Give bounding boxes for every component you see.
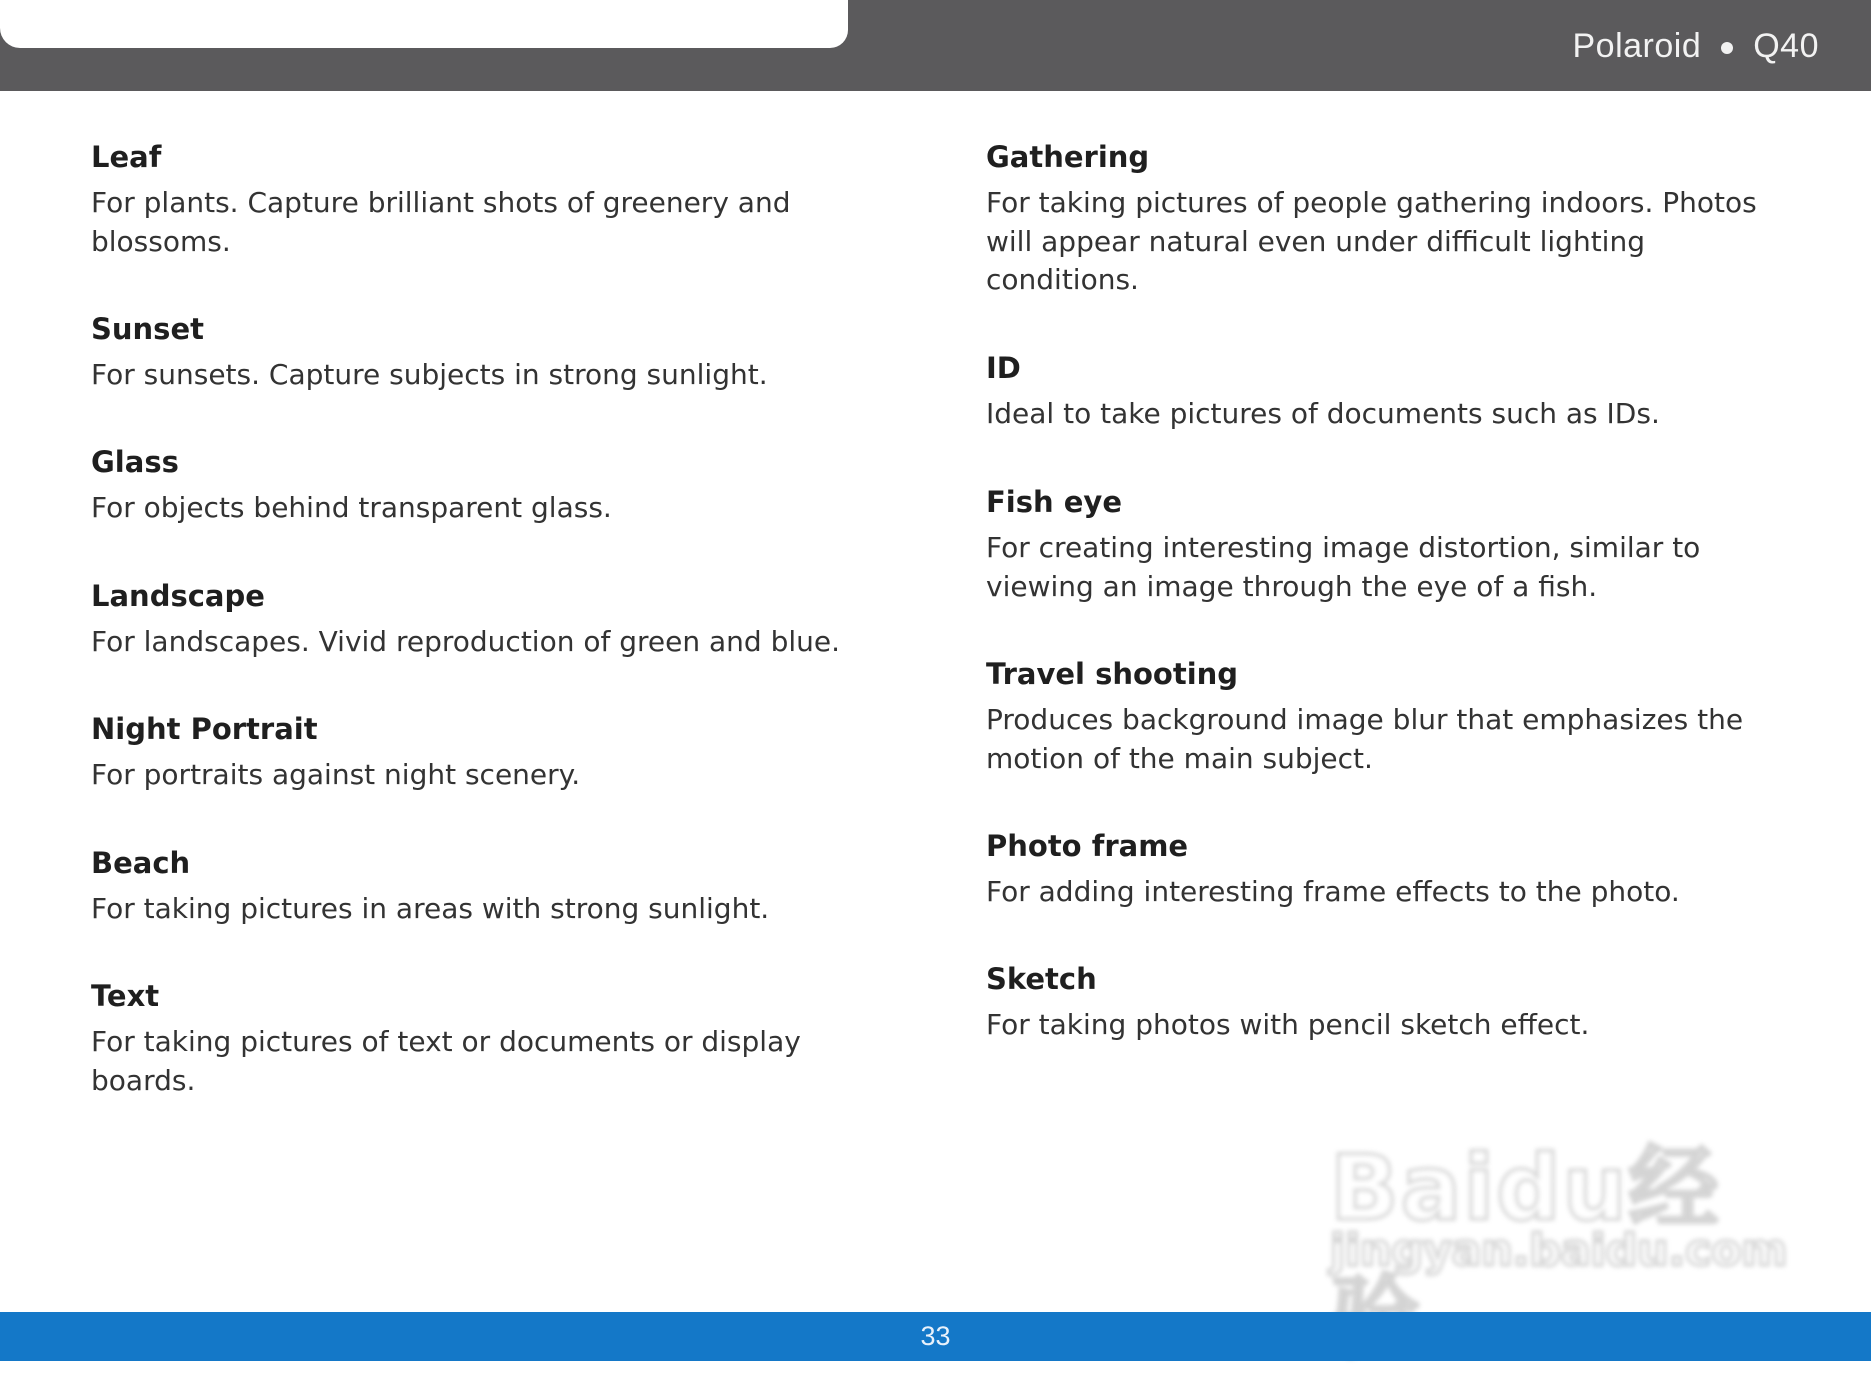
baidu-watermark — [1320, 1075, 1788, 1295]
page-number: 33 — [920, 1321, 951, 1351]
watermark-logo-text: Baidu经 — [1330, 1136, 1721, 1241]
mode-entry — [91, 310, 851, 443]
mode-description: For sunsets. Capture subjects in strong sunlight. — [91, 358, 768, 391]
header-tab-cutout — [0, 0, 848, 48]
mode-description: For taking pictures in areas with strong sunlight. — [91, 892, 770, 925]
mode-entry — [986, 960, 1776, 1045]
mode-entry — [986, 138, 1776, 349]
mode-title: Night Portrait — [91, 712, 318, 746]
mode-description: For landscapes. Vivid reproduction of green and blue. — [91, 625, 841, 658]
mode-description: Ideal to take pictures of documents such as IDs. — [986, 397, 1660, 430]
mode-title: Sunset — [91, 312, 204, 346]
mode-entry — [91, 710, 851, 844]
mode-title: ID — [986, 351, 1021, 385]
mode-title: Beach — [91, 846, 191, 880]
mode-description: For portraits against night scenery. — [91, 758, 581, 791]
mode-title: Landscape — [91, 579, 265, 613]
mode-description: For objects behind transparent glass. — [91, 491, 612, 524]
mode-title: Fish eye — [986, 485, 1122, 519]
mode-entry — [986, 655, 1776, 827]
header-brand — [1572, 22, 1819, 70]
mode-description: For creating interesting image distortion, similar to viewing an image through the eye of a fish. — [986, 531, 1701, 603]
mode-entry — [91, 977, 851, 1100]
mode-title: Glass — [91, 445, 179, 479]
mode-entry — [986, 483, 1776, 655]
mode-title: Gathering — [986, 140, 1150, 174]
mode-description: For plants. Capture brilliant shots of greenery and blossoms. — [91, 186, 791, 258]
mode-description: For taking pictures of text or documents or display boards. — [91, 1025, 801, 1097]
mode-title: Travel shooting — [986, 657, 1239, 691]
mode-description: For taking pictures of people gathering indoors. Photos will appear natural even under difficult lighting conditions. — [986, 186, 1757, 296]
header-bar — [0, 0, 1871, 91]
mode-description: Produces background image blur that emphasizes the motion of the main subject. — [986, 703, 1744, 775]
watermark-url-text: jingyan.baidu.com — [1330, 1225, 1788, 1276]
right-column — [986, 138, 1776, 1045]
mode-entry — [91, 443, 851, 577]
brand-name: Polaroid — [1572, 26, 1702, 65]
separator-dot-icon — [1721, 42, 1733, 54]
mode-entry — [986, 349, 1776, 483]
mode-entry — [91, 138, 851, 310]
mode-entry — [986, 827, 1776, 960]
mode-title: Photo frame — [986, 829, 1189, 863]
mode-description: For taking photos with pencil sketch effect. — [986, 1008, 1590, 1041]
mode-title: Leaf — [91, 140, 162, 174]
model-name: Q40 — [1753, 26, 1819, 65]
mode-description: For adding interesting frame effects to the photo. — [986, 875, 1680, 908]
mode-entry — [91, 844, 851, 977]
mode-title: Sketch — [986, 962, 1097, 996]
mode-entry — [91, 577, 851, 710]
left-column — [91, 138, 851, 1100]
mode-title: Text — [91, 979, 160, 1013]
footer-bar — [0, 1312, 1871, 1361]
